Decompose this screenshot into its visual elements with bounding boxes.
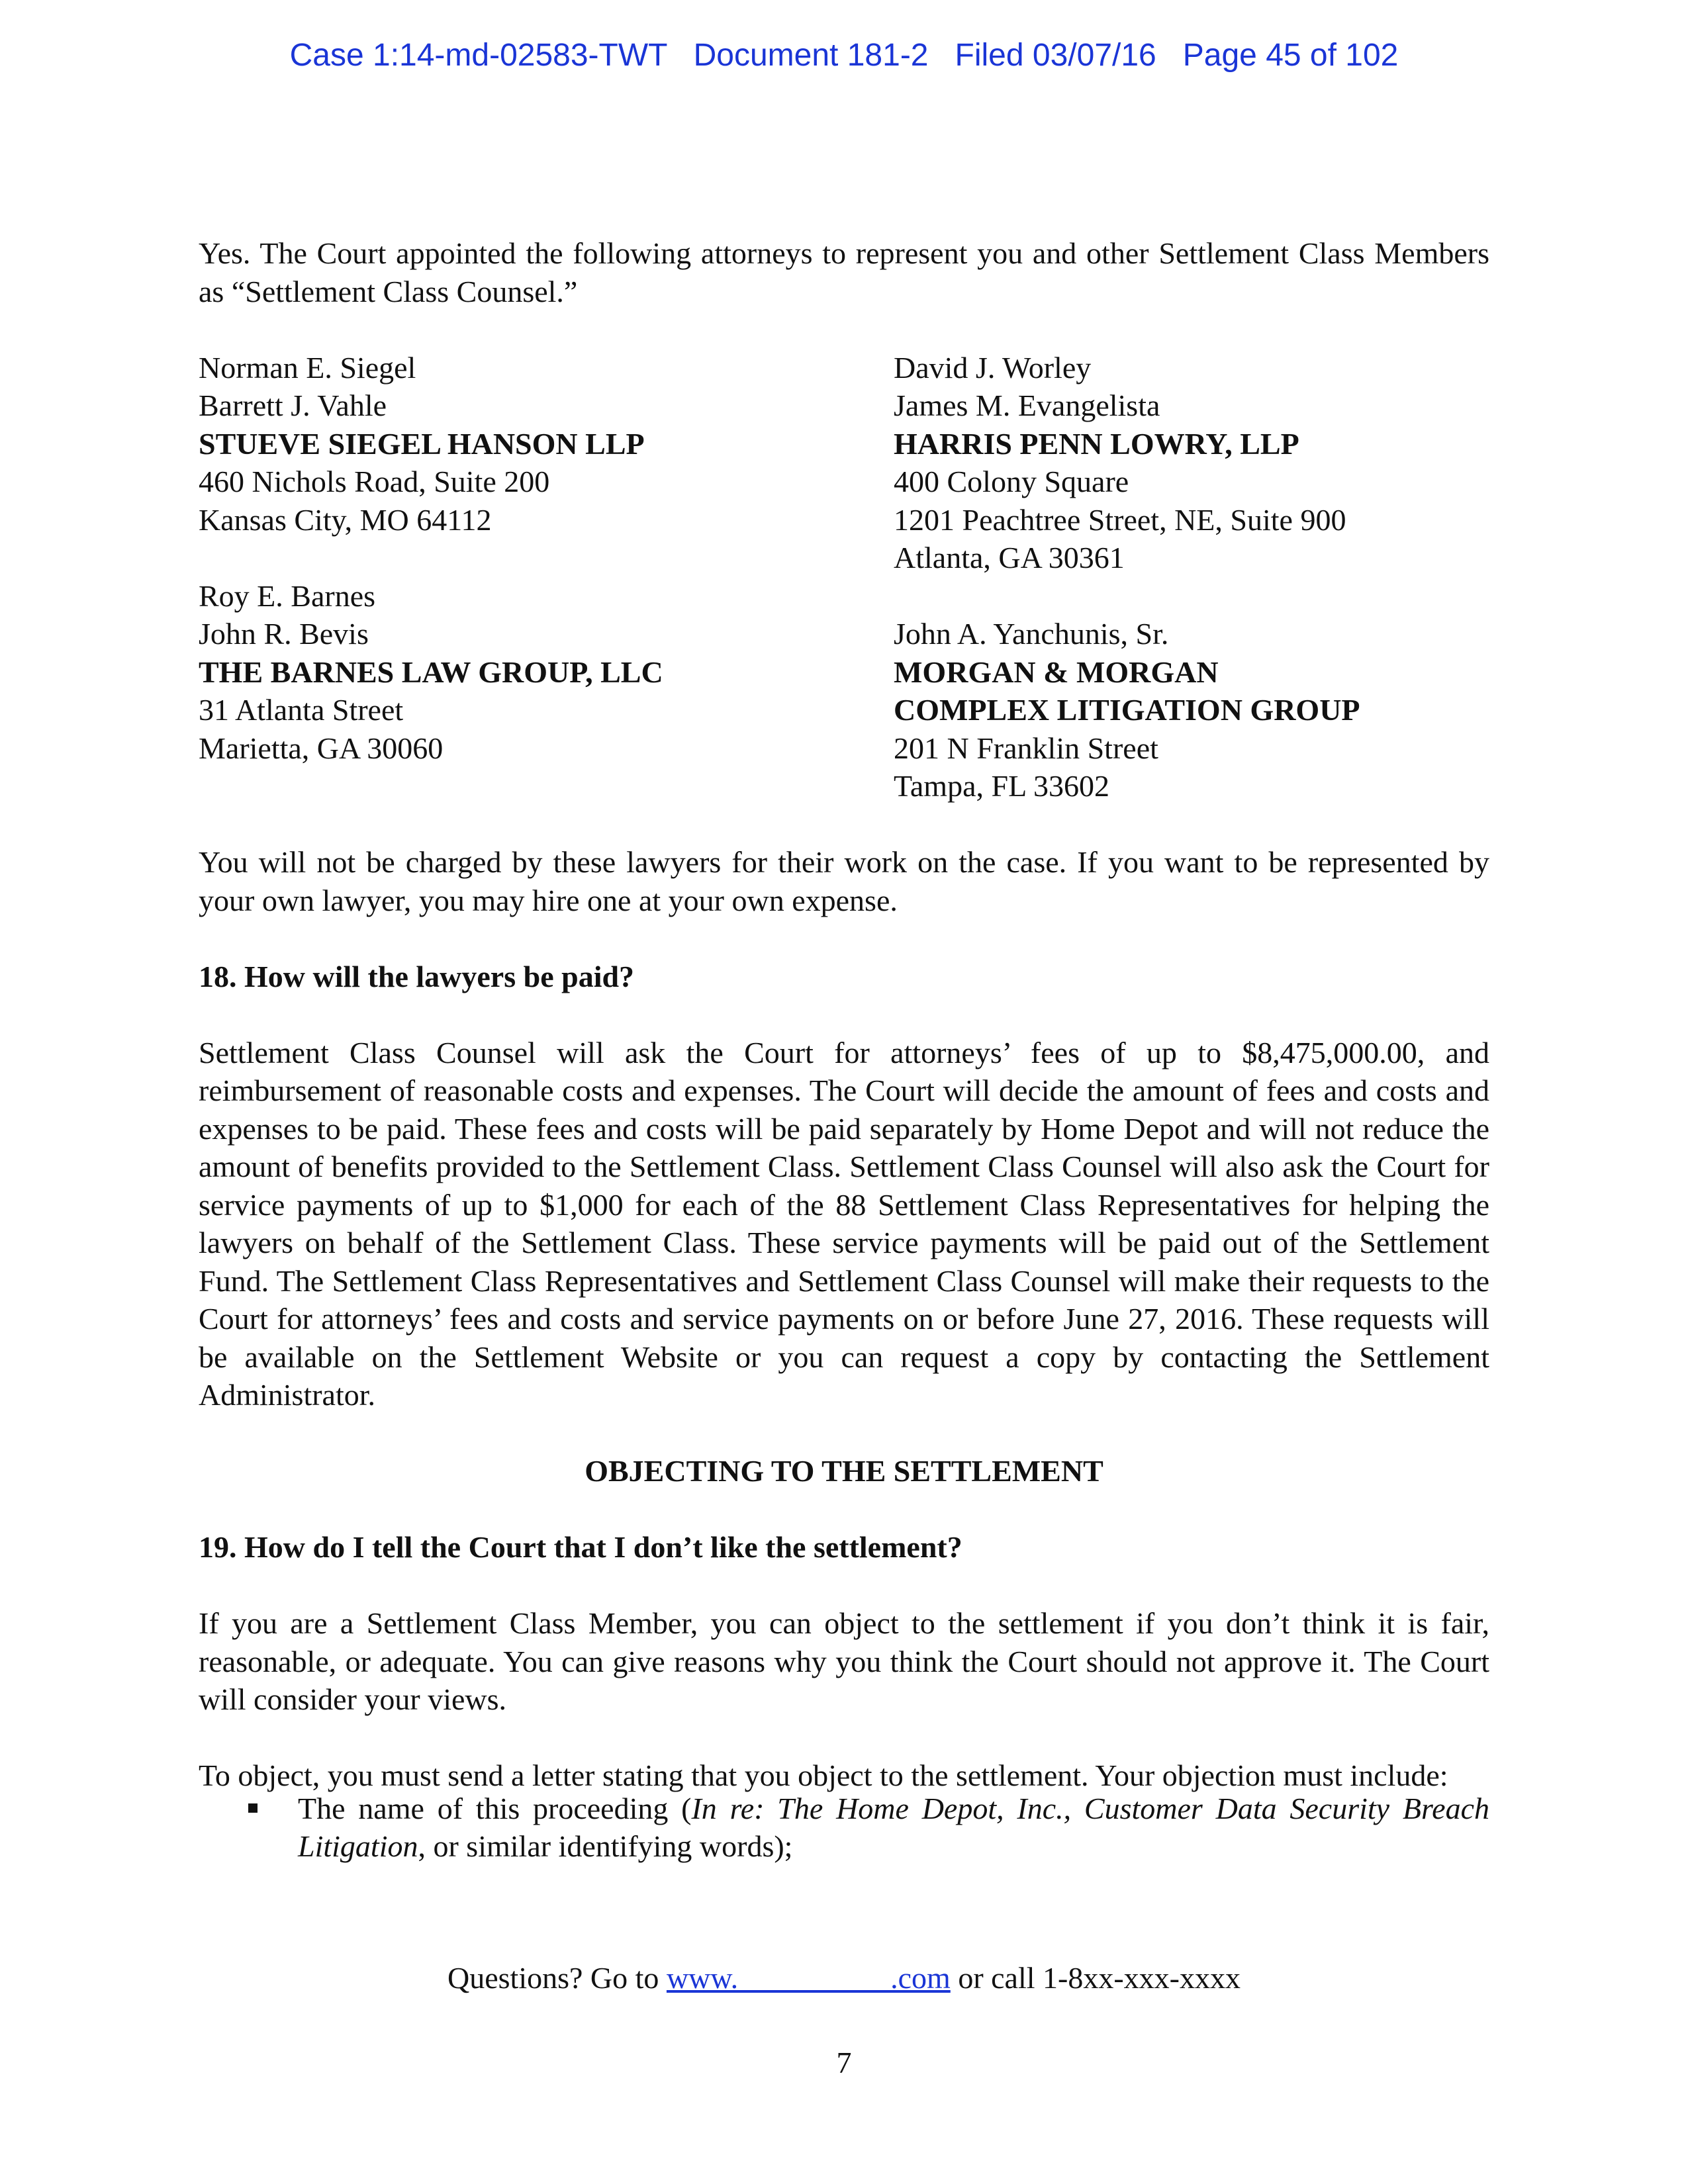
no-charge-paragraph: You will not be charged by these lawyers for their work on the case. If you want to be represented by your own lawyer, you may hire one at your own expense. bbox=[199, 845, 1489, 917]
question-18-body: Settlement Class Counsel will ask the Court for attorneys’ fees of up to $8,475,000.00, and reimbursement of reasonable costs and expenses. The Court will decide the amount of fees and costs and expenses to be paid. These fees and costs will be paid separately by Home Depot and will not reduce the amount of benefits provided to the Settlement Class. Settlement Class Counsel will also ask the Court for service payments of up to $1,000 for each of the 88 Settlement Class Representatives for helping the lawyers on behalf of the Settlement Class. These service payments will be paid out of the Settlement Fund. The Settlement Class Representatives and Settlement Class Counsel will make their requests to the Court for attorneys’ fees and costs and service payments on or before June 27, 2016. These requests will be available on the Settlement Website or you can request a copy by contacting the Settlement Administrator. bbox=[199, 1035, 1489, 1412]
bullet-square-icon bbox=[199, 1790, 298, 1866]
attorney-name: Norman E. Siegel bbox=[199, 350, 416, 385]
counsel-block-stueve bbox=[199, 349, 894, 539]
counsel-column-right bbox=[894, 349, 1489, 805]
section-heading: OBJECTING TO THE SETTLEMENT bbox=[585, 1454, 1103, 1488]
list-item bbox=[199, 1790, 1489, 1866]
question-19-heading: 19. How do I tell the Court that I don’t like the settlement? bbox=[199, 1530, 962, 1564]
counsel-column-left bbox=[199, 349, 894, 805]
attorney-name: David J. Worley bbox=[894, 350, 1092, 385]
firm-address: 31 Atlanta Street bbox=[199, 693, 404, 727]
attorney-name: James M. Evangelista bbox=[894, 388, 1160, 422]
firm-address: Kansas City, MO 64112 bbox=[199, 502, 492, 537]
document-body bbox=[199, 234, 1489, 1866]
counsel-block-harris bbox=[894, 349, 1489, 577]
counsel-block-morgan bbox=[894, 615, 1489, 805]
question-19-body-1: If you are a Settlement Class Member, you can object to the settlement if you don’t think it is fair, reasonable, or adequate. You can give reasons why you think the Court should not approve it. The Court will consider your views. bbox=[199, 1606, 1489, 1716]
firm-name: THE BARNES LAW GROUP, LLC bbox=[199, 655, 663, 689]
firm-address: 1201 Peachtree Street, NE, Suite 900 bbox=[894, 502, 1346, 537]
settlement-website-link[interactable]: www.__________.com bbox=[666, 1961, 951, 1995]
footer-suffix: or call 1-8xx-xxx-xxxx bbox=[950, 1961, 1241, 1995]
firm-name: COMPLEX LITIGATION GROUP bbox=[894, 693, 1360, 727]
firm-address: Atlanta, GA 30361 bbox=[894, 541, 1125, 574]
firm-address: Tampa, FL 33602 bbox=[894, 769, 1109, 803]
counsel-list bbox=[199, 349, 1489, 805]
firm-address: 201 N Franklin Street bbox=[894, 731, 1158, 765]
attorney-name: John R. Bevis bbox=[199, 617, 369, 651]
firm-name: MORGAN & MORGAN bbox=[894, 655, 1219, 689]
bullet-text bbox=[298, 1790, 1489, 1866]
firm-address: 400 Colony Square bbox=[894, 465, 1129, 498]
counsel-block-barnes bbox=[199, 577, 894, 768]
page-number: 7 bbox=[836, 2046, 852, 2079]
firm-name: HARRIS PENN LOWRY, LLP bbox=[894, 426, 1299, 461]
filed-date: Filed 03/07/16 bbox=[955, 38, 1156, 73]
footer-questions bbox=[0, 1960, 1688, 1995]
firm-address: 460 Nichols Road, Suite 200 bbox=[199, 465, 550, 498]
attorney-name: John A. Yanchunis, Sr. bbox=[894, 617, 1169, 651]
firm-name: STUEVE SIEGEL HANSON LLP bbox=[199, 426, 645, 461]
question-19-body-2: To object, you must send a letter stating that you object to the settlement. Your objection must include: bbox=[199, 1758, 1448, 1792]
attorney-name: Barrett J. Vahle bbox=[199, 388, 387, 422]
attorney-name: Roy E. Barnes bbox=[199, 578, 376, 613]
page-of-total: Page 45 of 102 bbox=[1182, 38, 1399, 73]
intro-paragraph: Yes. The Court appointed the following attorneys to represent you and other Settlement Class Members as “Settlement Class Counsel.” bbox=[199, 236, 1489, 308]
footer-prefix: Questions? Go to bbox=[447, 1961, 667, 1995]
case-number: Case 1:14-md-02583-TWT bbox=[289, 38, 667, 73]
question-18-heading: 18. How will the lawyers be paid? bbox=[199, 959, 635, 993]
firm-address: Marietta, GA 30060 bbox=[199, 731, 444, 765]
bullet-prefix: The name of this proceeding ( bbox=[298, 1791, 692, 1825]
bullet-suffix: , or similar identifying words); bbox=[418, 1829, 793, 1863]
case-name-italic: In re: The Home Depot, Inc., Customer Data Security Breach Litigation bbox=[298, 1791, 1490, 1863]
case-header bbox=[0, 37, 1688, 73]
document-number: Document 181-2 bbox=[693, 38, 929, 73]
